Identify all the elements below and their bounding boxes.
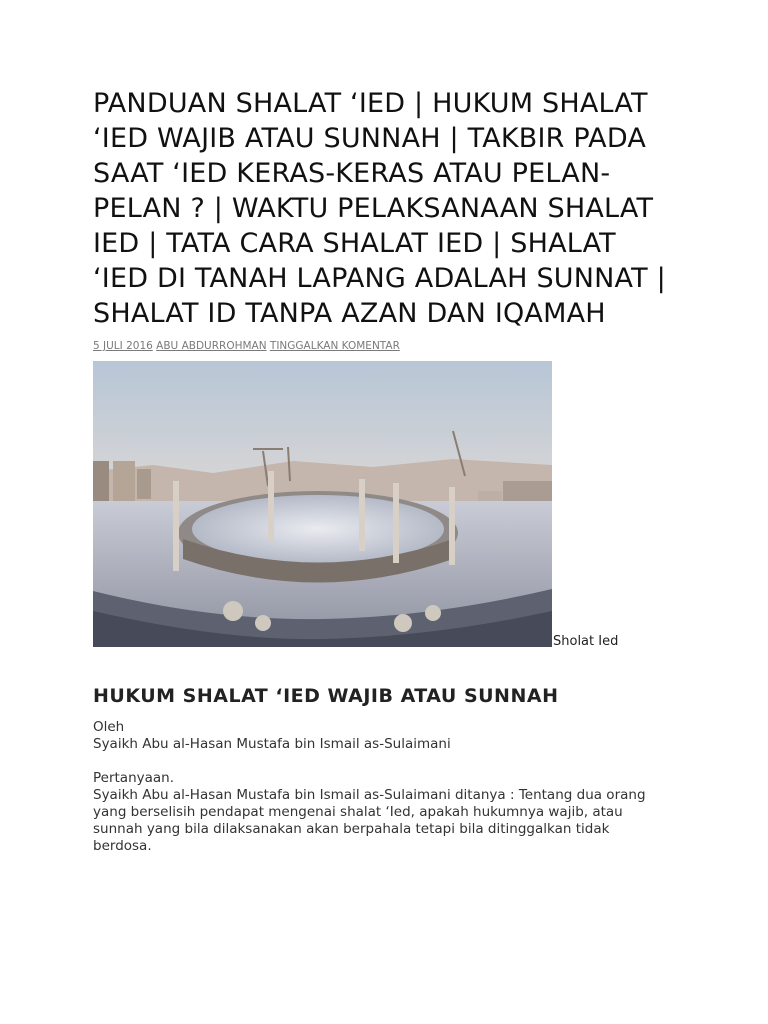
section-heading: HUKUM SHALAT ‘IED WAJIB ATAU SUNNAH <box>93 685 559 707</box>
post-date-link[interactable]: 5 JULI 2016 <box>93 340 153 352</box>
post-meta <box>93 339 693 353</box>
article <box>93 86 693 855</box>
article-title: PANDUAN SHALAT ‘IED | HUKUM SHALAT ‘IED WAJIB ATAU SUNNAH | TAKBIR PADA SAAT ‘IED KERAS-KERAS ATAU PELAN-PELAN ? | WAKTU PELAKSANAAN SHALAT IED | TATA CARA SHALAT IED | SHALAT ‘IED DI TANAH LAPANG ADALAH SUNNAT | SHALAT ID TANPA AZAN DAN IQAMAH <box>93 88 666 329</box>
author-link[interactable]: ABU ABDURROHMAN <box>156 340 267 352</box>
image-caption: Sholat Ied <box>553 634 619 649</box>
byline-block <box>93 719 653 855</box>
leave-comment-link[interactable]: TINGGALKAN KOMENTAR <box>269 340 400 352</box>
mosque-crowd-photo <box>93 361 552 647</box>
article-figure <box>93 361 693 647</box>
question-label: Pertanyaan. <box>93 770 175 786</box>
byline-name: Syaikh Abu al-Hasan Mustafa bin Ismail as-Sulaimani <box>93 736 451 752</box>
question-text: Syaikh Abu al-Hasan Mustafa bin Ismail as-Sulaimani ditanya : Tentang dua orang yang berselisih pendapat mengenai shalat ‘Ied, apakah hukumnya wajib, atau sunnah yang bila dilaksanakan akan berpahala tetapi bila ditinggalkan tidak berdosa. <box>93 787 646 854</box>
byline-label: Oleh <box>93 719 125 735</box>
